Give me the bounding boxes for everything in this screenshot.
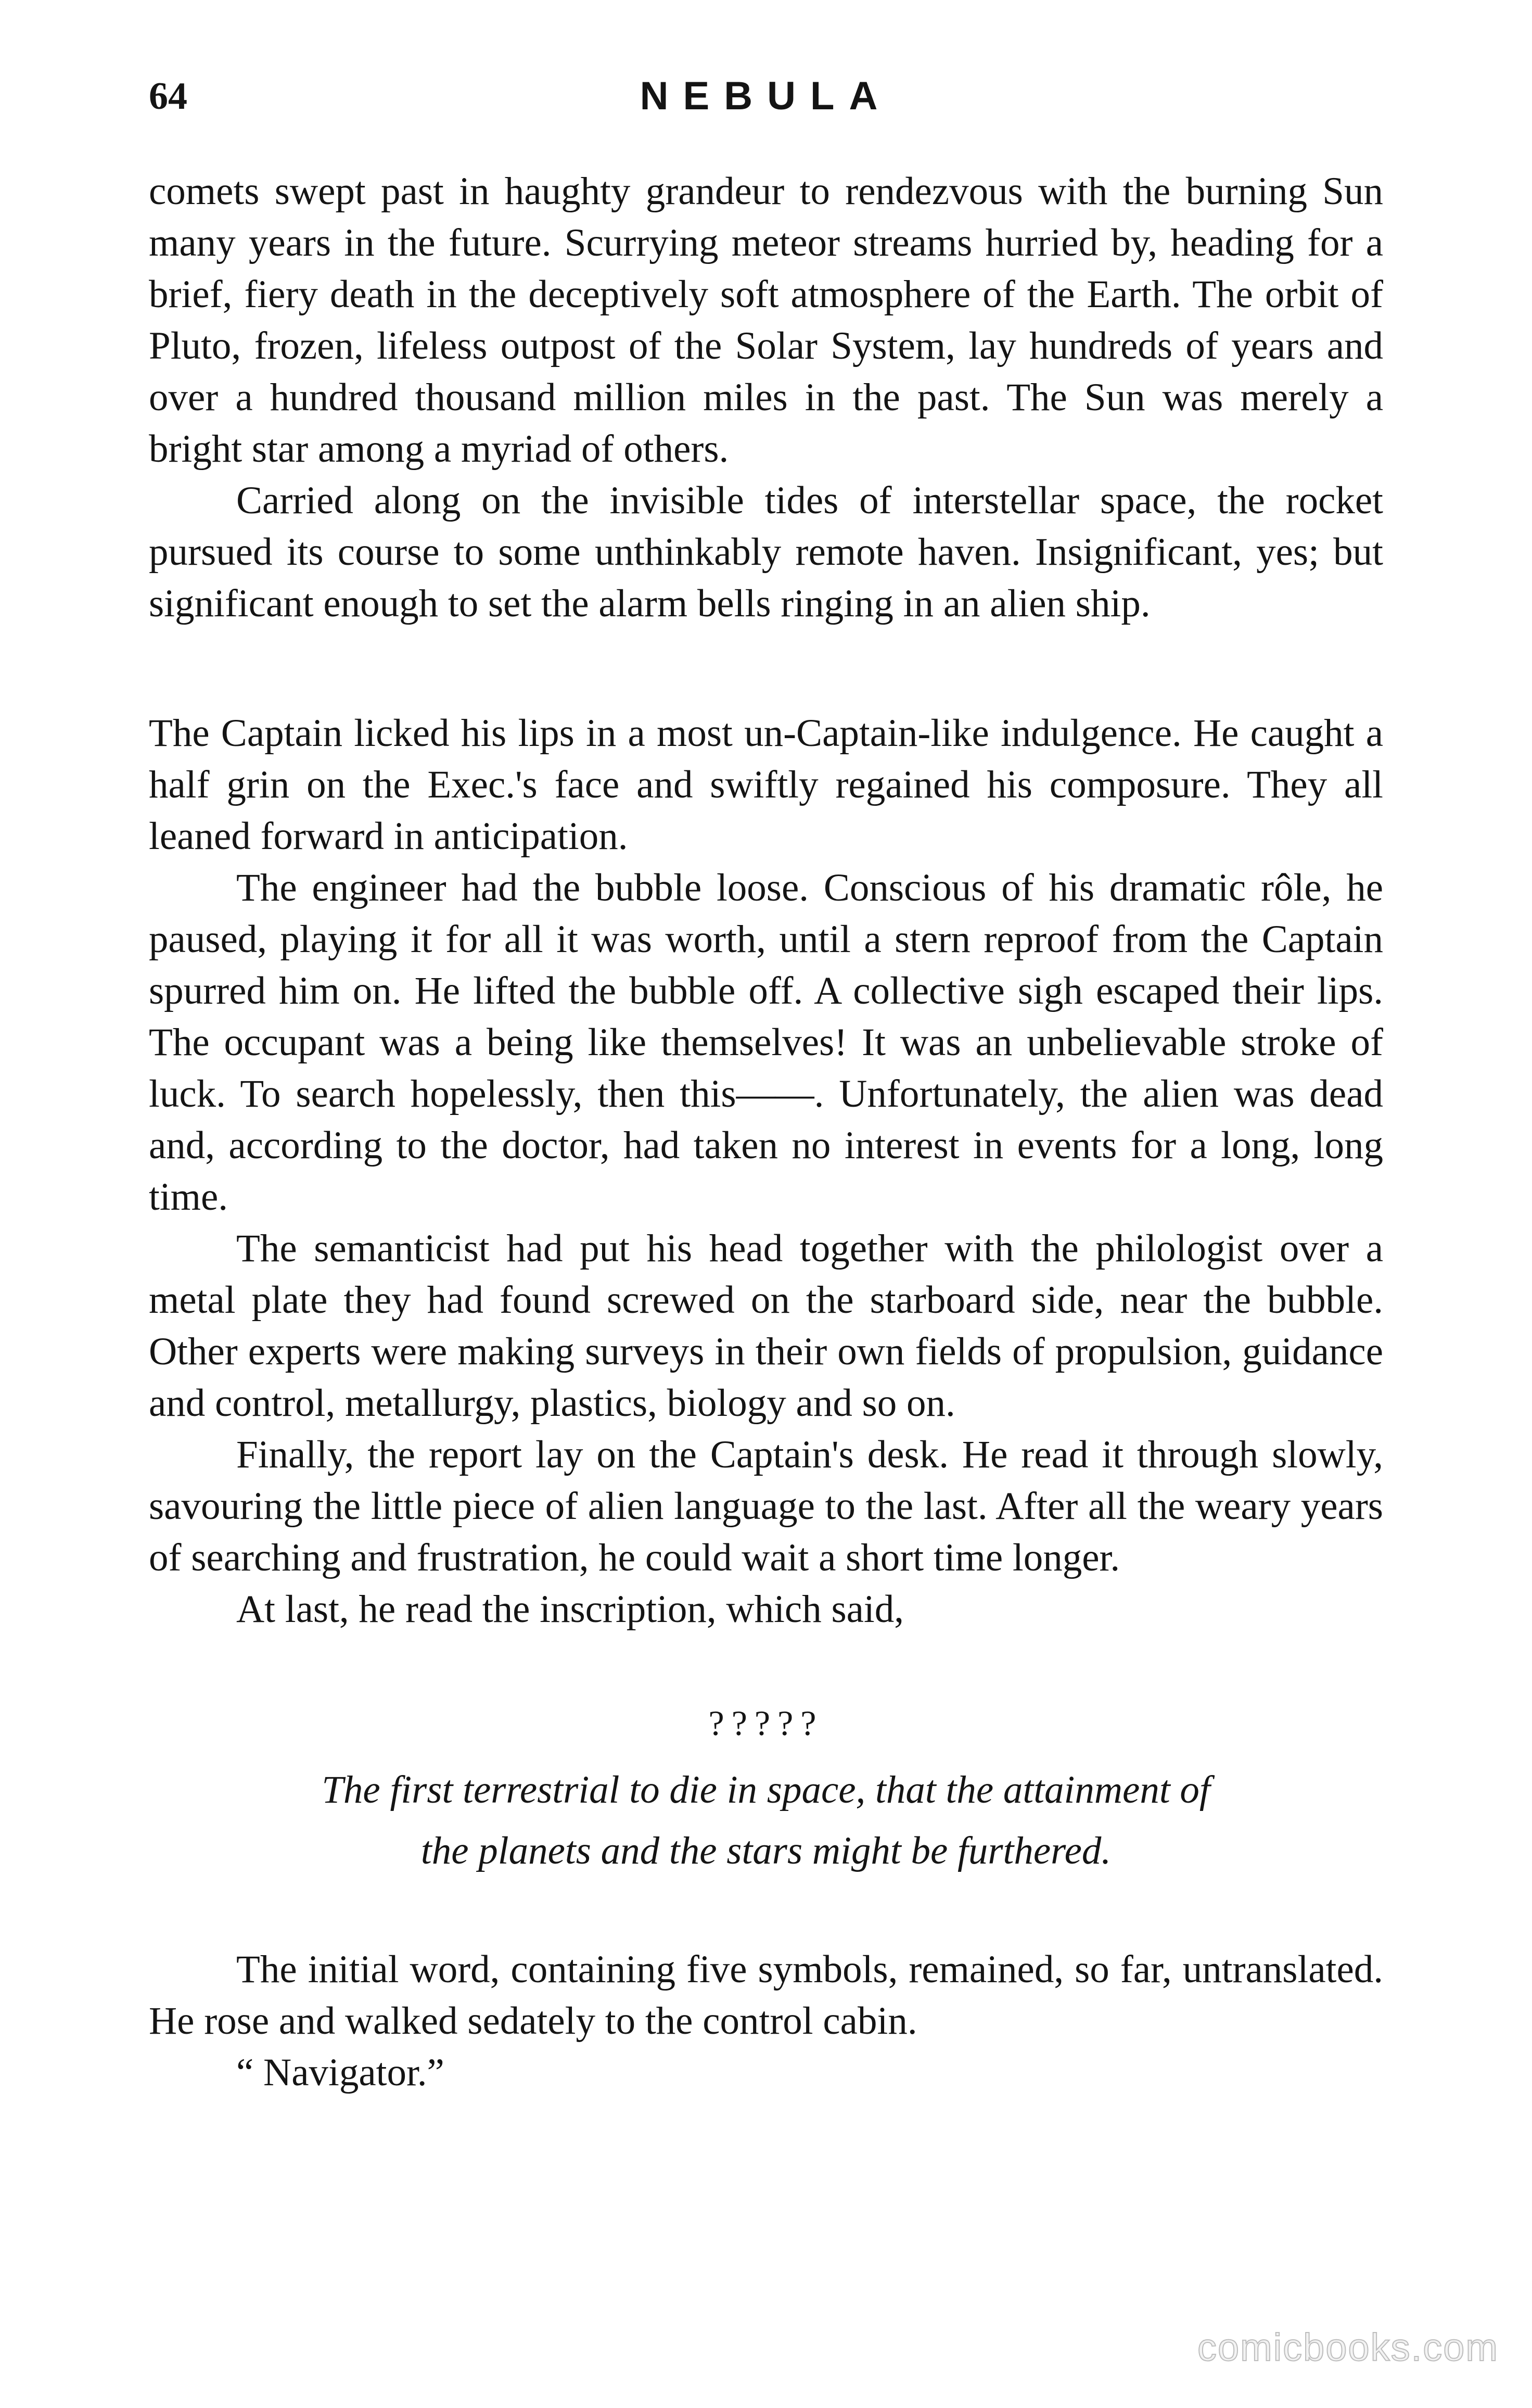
paragraph: The initial word, containing five symbols, remained, so far, untranslated. He rose and walked sedately to the control cabin.	[149, 1948, 1383, 2043]
watermark: comicbooks.com	[1197, 2326, 1499, 2369]
paragraph: Finally, the report lay on the Captain's desk. He read it through slowly, savouring the little piece of alien language to the last. After all the weary years of searching and frustration, he could wait a short time longer.	[149, 1433, 1383, 1579]
paragraph: Carried along on the invisible tides of interstellar space, the rocket pursued its course to some unthinkably remote haven. Insignificant, yes; but significant enough to set the alarm bells ringing in an alien ship.	[149, 479, 1383, 625]
paragraph: The Captain licked his lips in a most un-Captain-like indulgence. He caught a half grin on the Exec.'s face and swiftly regained his composure. They all leaned forward in anticipation.	[149, 712, 1383, 858]
page-number: 64	[149, 75, 187, 118]
body-text	[149, 166, 1383, 2098]
paragraph: The engineer had the bubble loose. Conscious of his dramatic rôle, he paused, playing it for all it was worth, until a stern reproof from the Captain spurred him on. He lifted the bubble off. A collective sigh escaped their lips. The occupant was a being like themselves! It was an unbelievable stroke of luck. To search hopelessly, then this——. Unfortunately, the alien was dead and, according to the doctor, had taken no interest in events for a long, long time.	[149, 866, 1383, 1219]
running-head: NEBULA	[640, 74, 892, 118]
section-break	[149, 629, 1383, 707]
inscription-line	[149, 1759, 1383, 1881]
inscription-symbols: ?????	[708, 1703, 824, 1743]
spacer	[149, 1881, 1383, 1944]
paragraph: comets swept past in haughty grandeur to rendezvous with the burning Sun many years in the future. Scurrying meteor streams hurried by, heading for a brief, fiery death in the deceptively soft atmosphere of the Earth. The orbit of Pluto, frozen, lifeless outpost of the Solar System, lay hundreds of years and over a hundred thousand million miles in the past. The Sun was merely a bright star among a myriad of others.	[149, 170, 1383, 471]
spacer	[149, 1635, 1383, 1697]
paragraph: At last, he read the inscription, which said,	[236, 1588, 904, 1631]
page-header	[149, 65, 1383, 128]
inscription-line-2: the planets and the stars might be furthered.	[420, 1829, 1112, 1872]
inscription-block	[149, 1697, 1383, 1881]
inscription-line-1: The first terrestrial to die in space, that the attainment of	[322, 1768, 1210, 1811]
paragraph: The semanticist had put his head together with the philologist over a metal plate they had found screwed on the starboard side, near the bubble. Other experts were making surveys in their own fields of propulsion, guidance and control, metallurgy, plastics, biology and so on.	[149, 1227, 1383, 1425]
paragraph: “ Navigator.”	[236, 2051, 444, 2094]
